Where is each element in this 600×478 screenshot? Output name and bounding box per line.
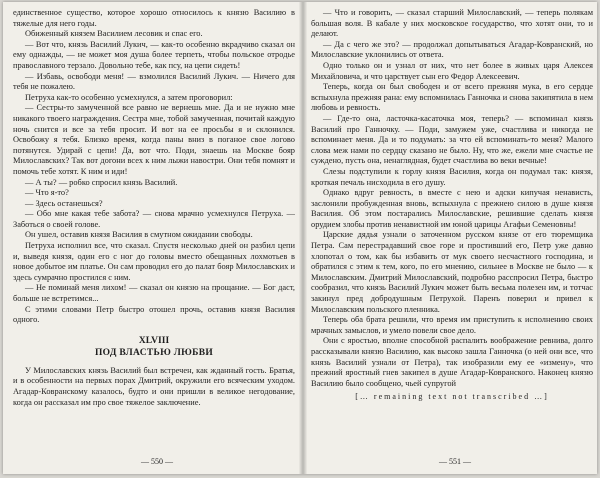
paragraph: — Обо мне какая тебе забота? — снова мрачно усмехнулся Петруха. — Заботься о своей голове. — [13, 209, 295, 229]
paragraph: Петруха исполнил все, что сказал. Спустя несколько дней он разбил цепи и, выведя князя, один его с ног до головы вместо обещанных лохмотьев в новое добытое им платье. Он сам проводил его до палат бояр Милославских и здесь сумрачно простился с ним. — [13, 241, 295, 282]
right-page-text — [311, 8, 593, 389]
paragraph: — А ты? — робко спросил князь Василий. — [25, 177, 178, 187]
book-gutter — [299, 2, 307, 474]
paragraph: — Что я-то? — [25, 188, 69, 198]
paragraph: У Милославских князь Василий был встречен, как жданный гость. Братья, и в особенности на первых порах Дмитрий, окружили его всяческим уходом. Агадар-Ковранскому казалось, будто и они пришли в великое негодование, когда он рассказал им про свое тяжелое заключение. — [13, 365, 295, 407]
paragraph: Теперь, когда он был свободен и от всего прежняя мука, в его сердце вспыхнула прежняя рана: ему вспомнилась Ганночка и снова закипятила в нем любовь и ревность. — [311, 82, 593, 113]
transcription-note: [… remaining text not transcribed …] — [355, 392, 549, 402]
paragraph: — Вот что, князь Василий Лукич, — как-то особенно вкрадчиво сказал он ему однажды, — не может моя душа более терпеть, чтобы польское отродье православного терзало. Довольно тебе, как псу, на цепи сидеть! — [13, 39, 295, 70]
paragraph: Обиженный князем Василием лесовик и спас его. — [25, 29, 203, 39]
left-page-text-bottom — [13, 366, 295, 408]
paragraph: — Не поминай меня лихом! — сказал он князю на прощание. — Бог даст, больше не встретимся... — [13, 283, 295, 304]
paragraph: — Что и говорить, — сказал старший Милославский, — теперь полякам большая воля. В кабале у них московское государство, что хотят они, то и делают. — [311, 8, 593, 39]
paragraph: — Избавь, освободи меня! — взмолился Василий Лукич. — Ничего для тебя не пожалею. — [13, 71, 295, 92]
paragraph: единственное существо, которое хорошо относилось к князю Василию в тяжелые для него годы. — [13, 8, 295, 28]
paragraph: Однако вдруг ревность, в вместе с нею и адски кипучая ненависть, заслонили пробужденная вновь, вспыхнула с прежнею силою в душе князя Василия. Об этом постарались Милославские, решившие сделать князя орудием злобы против ненавистной им юной царицы Агафьи Семеновны! — [311, 188, 593, 229]
paragraph: — Да с чего же это? — продолжал допытываться Агадар-Ковранский, но Милославские уклонились от ответа. — [311, 39, 593, 60]
paragraph: — Где-то она, ласточка-касаточка моя, теперь? — вспоминал князь Василий про Ганночку. — Поди, замужем уже, счастлива и никогда не вспоминает меня. Да и то подумать: за что ей вспоминать-то меня? Малого слова меж нами по сердцу сказано не было. Ну, что же, ежели мне счастье не суждено, пусть она, ненаглядная, будет счастлива во веки вечные! — [311, 113, 593, 166]
paragraph: С этими словами Петр быстро отошел прочь, оставив князя Василия одного. — [13, 304, 295, 325]
paragraph: Они с яростью, вполне способной распалить воображение ревнива, долго рассказывали князю Василию, как высоко зашла Ганночка (о ней они все, что князь Василий узнали от Петра), так изобразили ему ее «измену», что прежний яростный гнев закипел в душе Агадар-Ковранского. Наконец князю Василию было сообщено, чьей супругой — [311, 336, 593, 388]
paragraph: — Сестры-то замученной все равно не вернешь мне. Да и не нужно мне никакого твоего награждения. Сестра мне, тобой замученная, почитай каждую ночь снится и все за тебя просит. И вот на ее просьбы я и склонился. Освобожу я тебя. Близко время, когда паны вниз в поганое свое логово потянутся. Удирай с цепи! Да, вот что. Поди, знаешь на Москве бояр Милославских? Так вот догони всех к ним лыжи навостри. Они тебя помнят и помочь тебе хотят. К ним и иди! — [13, 103, 295, 176]
right-page-number: — 551 — — [439, 457, 471, 466]
left-page-number: — 550 — — [141, 457, 173, 466]
right-page — [311, 8, 593, 454]
book-spread — [3, 2, 597, 474]
paragraph: Он ушел, оставив князя Василия в смутном ожидании свободы. — [25, 230, 253, 240]
chapter-title: ПОД ВЛАСТЬЮ ЛЮБВИ — [94, 347, 214, 358]
chapter-heading — [13, 335, 295, 359]
paragraph: Царские дядья узнали о заточенном русском князе от его тюремщика Петра. Сам перестрадавший свое горе и простивший его, Петр уже давно хлопотал о том, как бы избавить от мук своего несчастного господина, и обратился с этим к тем, кого, по его мнению, сильнее в Москве не было — к Милославским. Дмитрий Милославский, подробно расспросил Петра, быстро сообразил, что князь Василий Лукич может быть весьма полезен им, и тотчас закинул пред добродушным Петрухой. Паренъ поверил и привел к Милославским польского пленника. — [311, 230, 593, 314]
left-page — [13, 8, 295, 454]
paragraph: Петруха как-то особенно усмехнулся, а затем проговорил: — [25, 92, 233, 102]
chapter-number: XLVIII — [138, 335, 170, 346]
paragraph: — Здесь останешься? — [25, 198, 103, 208]
left-page-text-top — [13, 8, 295, 326]
paragraph: Одно только он и узнал от них, что нет более в живых царя Алексея Михайловича, и что царствует сын его Федор Алексеевич. — [311, 60, 593, 81]
paragraph: Слезы подступили к горлу князя Василия, когда он подумал так: князя, кроткая печаль нисходила в его душу. — [311, 166, 593, 187]
paragraph: Теперь оба брата решили, что время им приступить к исполнению своих мрачных замыслов, и умело повели свое дело. — [311, 315, 593, 335]
